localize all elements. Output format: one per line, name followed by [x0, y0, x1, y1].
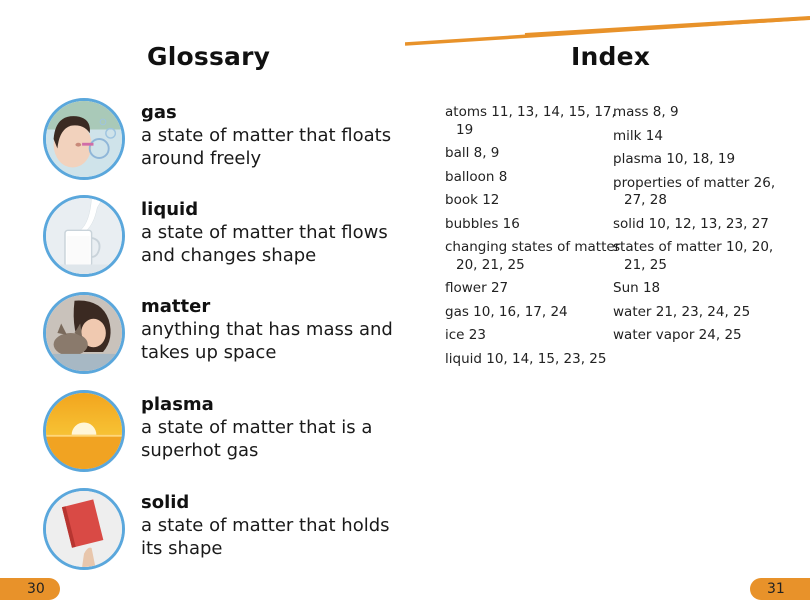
glossary-entry-matter: [0, 292, 405, 382]
index-item: plasma 10, 18, 19: [613, 151, 736, 167]
glossary-entry-solid: [0, 488, 405, 578]
glossary-entry-liquid: [0, 195, 405, 285]
index-item: book 12: [445, 192, 500, 208]
index-title: Index: [571, 42, 651, 71]
glossary-text-plasma: [141, 394, 396, 462]
index-column-2: [613, 104, 793, 351]
glossary-text-solid: [141, 492, 396, 560]
index-item: changing states of matter 20, 21, 25: [445, 239, 621, 273]
glossary-definition: anything that has mass and takes up space: [141, 319, 393, 363]
right-page: [405, 0, 810, 616]
index-item: atoms 11, 13, 14, 15, 17, 19: [445, 104, 616, 138]
glossary-definition: a state of matter that holds its shape: [141, 515, 390, 559]
index-item: liquid 10, 14, 15, 23, 25: [445, 350, 607, 367]
glossary-term: liquid: [141, 199, 199, 220]
index-item: flower 27: [445, 280, 509, 296]
index-item: mass 8, 9: [613, 104, 679, 120]
index-item: states of matter 10, 20, 21, 25: [613, 239, 774, 273]
index-item: milk 14: [613, 127, 663, 144]
index-column-1: [445, 104, 625, 374]
glossary-text-matter: [141, 296, 396, 364]
index-item: ice 23: [445, 327, 486, 343]
glossary-definition: a state of matter that is a superhot gas: [141, 417, 373, 461]
index-item: water 21, 23, 24, 25: [613, 303, 751, 320]
index-item: gas 10, 16, 17, 24: [445, 303, 568, 320]
index-item: water vapor 24, 25: [613, 327, 742, 343]
glossary-term: plasma: [141, 394, 214, 415]
index-item: ball 8, 9: [445, 145, 500, 161]
glossary-definition: a state of matter that flows and changes shape: [141, 222, 388, 266]
glossary-text-liquid: [141, 199, 396, 267]
milk-pouring-photo: [43, 195, 125, 277]
glossary-entry-gas: [0, 98, 405, 188]
glossary-term: matter: [141, 296, 211, 317]
page-number-right: 31: [750, 578, 810, 600]
index-item: Sun 18: [613, 280, 661, 296]
glossary-term: solid: [141, 492, 190, 513]
glossary-term: gas: [141, 102, 177, 123]
glossary-text-gas: [141, 102, 396, 170]
girl-with-kitten-photo: [43, 292, 125, 374]
index-item: balloon 8: [445, 168, 508, 185]
glossary-entry-plasma: [0, 390, 405, 480]
index-item: properties of matter 26, 27, 28: [613, 174, 776, 208]
glossary-title: Glossary: [147, 42, 271, 71]
index-item: bubbles 16: [445, 215, 520, 232]
index-item: solid 10, 12, 13, 23, 27: [613, 215, 769, 232]
sun-over-sea-photo: [43, 390, 125, 472]
girl-blowing-bubbles-photo: [43, 98, 125, 180]
glossary-definition: a state of matter that floats around freely: [141, 125, 392, 169]
page-number-left: 30: [0, 578, 60, 600]
hand-holding-book-photo: [43, 488, 125, 570]
